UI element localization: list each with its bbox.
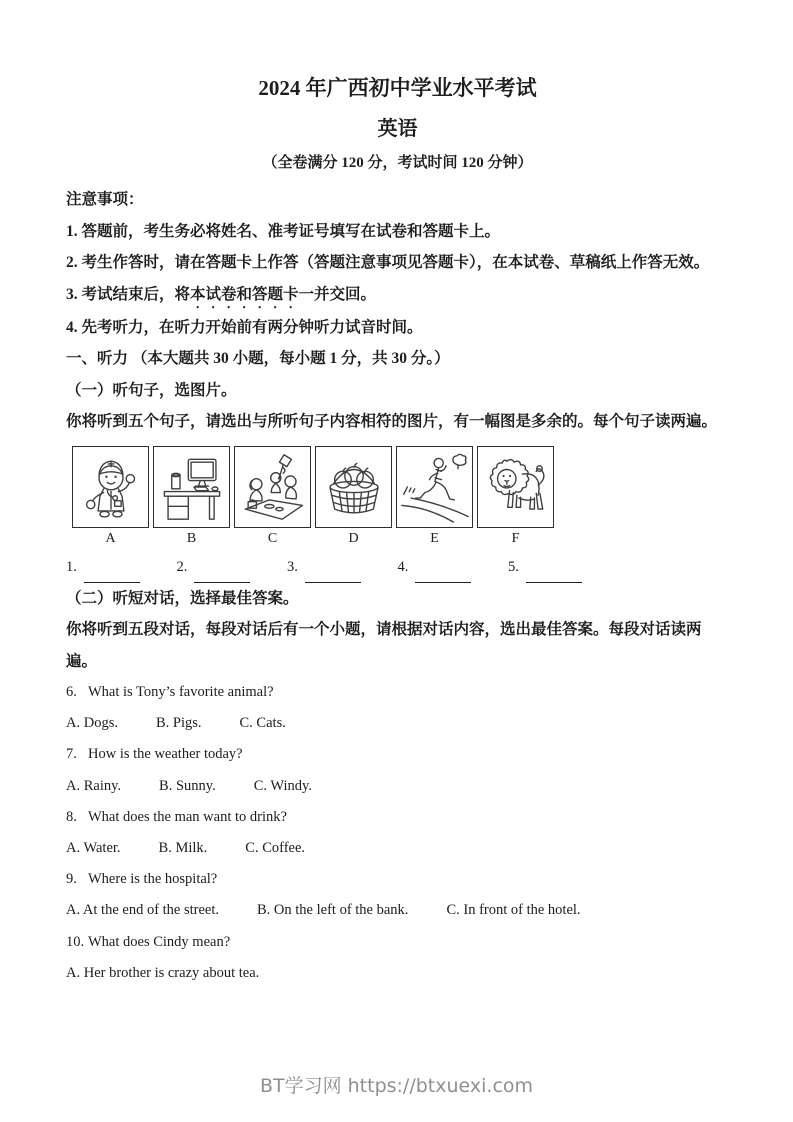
answer-blanks-row — [66, 552, 729, 583]
option-b: B. Pigs. — [155, 715, 202, 732]
notice-item-3-suffix: 一并交回。 — [298, 285, 377, 303]
blank-line — [194, 568, 250, 583]
blank-line — [84, 568, 140, 583]
question-text: What does Cindy mean? — [88, 933, 231, 950]
question-stem — [66, 864, 729, 895]
answer-blank-1 — [66, 552, 140, 583]
picture-label: F — [511, 530, 520, 546]
section-listening-heading: 一、听力 （本大题共 30 小题，每小题 1 分，共 30 分。） — [66, 350, 450, 367]
picture-box-c — [234, 446, 311, 528]
picture-label: A — [105, 530, 116, 546]
blank-line — [415, 568, 471, 583]
question-9 — [66, 864, 729, 926]
runner-icon — [400, 449, 470, 525]
picture-box-e — [396, 446, 473, 528]
notice-item-3 — [66, 279, 729, 312]
question-options — [66, 771, 729, 802]
option-b: B. Milk. — [158, 840, 208, 857]
part1-heading: （一）听句子，选图片。 — [66, 381, 237, 399]
lion-icon — [481, 449, 551, 525]
picture-label: B — [186, 530, 197, 546]
question-number: 7. — [66, 746, 77, 763]
question-stem — [66, 677, 729, 708]
part2-heading: （二）听短对话，选择最佳答案。 — [66, 589, 299, 607]
option-a: A. At the end of the street. — [66, 902, 220, 919]
option-c: C. Windy. — [253, 777, 312, 794]
option-b: B. On the left of the bank. — [257, 902, 409, 919]
question-stem — [66, 739, 729, 770]
blank-number: 1. — [66, 558, 77, 575]
notice-item-1: 1. 答题前，考生务必将姓名、准考证号填写在试卷和答题卡上。 — [66, 222, 501, 240]
answer-blank-2 — [177, 552, 251, 583]
doctor-icon — [76, 449, 146, 525]
question-options — [66, 895, 729, 926]
question-text: What does the man want to drink? — [88, 808, 287, 825]
question-stem — [66, 802, 729, 833]
option-c: C. In front of the hotel. — [446, 902, 581, 919]
option-c: C. Cats. — [239, 715, 286, 732]
question-10 — [66, 927, 729, 989]
notice-item-3-emphasized-text: 本试卷和答题卡 — [190, 285, 299, 303]
notice-item-4: 4. 先考听力，在听力开始前有两分钟听力试音时间。 — [66, 318, 423, 336]
picture-option-a — [72, 446, 149, 549]
option-b: B. Sunny. — [159, 777, 216, 794]
picture-label: D — [348, 530, 359, 546]
subject-title: 英语 — [377, 118, 418, 140]
notice-heading: 注意事项： — [66, 191, 144, 208]
page-title: 2024 年广西初中学业水平考试 — [258, 76, 537, 100]
question-number: 8. — [66, 808, 77, 825]
blank-line — [526, 568, 582, 583]
blank-number: 5. — [508, 558, 519, 575]
answer-blank-5 — [508, 552, 582, 583]
option-a: A. Dogs. — [66, 715, 118, 732]
blank-number: 4. — [397, 558, 409, 575]
question-text: What is Tony’s favorite animal? — [88, 684, 274, 700]
computer-desk-icon — [157, 449, 227, 525]
question-number: 10. — [66, 933, 85, 950]
notice-item-3-prefix: 3. 考试结束后，将 — [66, 285, 191, 303]
answer-blank-4 — [398, 552, 472, 583]
option-a: A. Rainy. — [66, 777, 122, 794]
picture-option-e — [396, 446, 473, 549]
blank-number: 2. — [176, 558, 188, 575]
picture-option-d — [315, 446, 392, 549]
question-options — [66, 958, 729, 989]
picture-option-f — [477, 446, 554, 549]
question-text: Where is the hospital? — [88, 871, 218, 888]
part2-instruction: 你将听到五段对话，每段对话后有一个小题，请根据对话内容，选出最佳答案。每段对话读两遍。 — [66, 621, 702, 670]
site-credit: BT学习网 https://btxuexi.com — [259, 1075, 534, 1097]
blank-number: 3. — [287, 558, 298, 575]
question-6 — [66, 677, 729, 739]
picture-box-d — [315, 446, 392, 528]
picture-option-b — [153, 446, 230, 549]
option-a: A. Her brother is crazy about tea. — [66, 964, 260, 981]
score-line: （全卷满分 120 分，考试时间 120 分钟） — [262, 155, 533, 171]
fruit-basket-icon — [319, 449, 389, 525]
question-number: 6. — [66, 684, 77, 700]
picnic-icon — [238, 449, 308, 525]
picture-box-a — [72, 446, 149, 528]
part1-instruction: 你将听到五个句子，请选出与所听句子内容相符的图片，有一幅图是多余的。每个句子读两遍。 — [66, 413, 718, 430]
question-8 — [66, 802, 729, 864]
question-options — [66, 833, 729, 864]
picture-option-c — [234, 446, 311, 549]
question-7 — [66, 739, 729, 801]
picture-label: E — [430, 530, 439, 546]
option-a: A. Water. — [66, 840, 121, 857]
picture-box-b — [153, 446, 230, 528]
question-stem — [66, 927, 729, 958]
option-c: C. Coffee. — [245, 840, 306, 857]
picture-options-row — [72, 446, 729, 549]
picture-box-f — [477, 446, 554, 528]
question-text: How is the weather today? — [88, 746, 243, 763]
answer-blank-3 — [287, 552, 361, 583]
notice-item-2: 2. 考生作答时，请在答题卡上作答（答题注意事项见答题卡），在本试卷、草稿纸上作答无效。 — [66, 254, 710, 271]
question-number: 9. — [66, 871, 77, 888]
question-options — [66, 708, 729, 739]
picture-label: C — [267, 530, 278, 546]
blank-line — [305, 568, 361, 583]
